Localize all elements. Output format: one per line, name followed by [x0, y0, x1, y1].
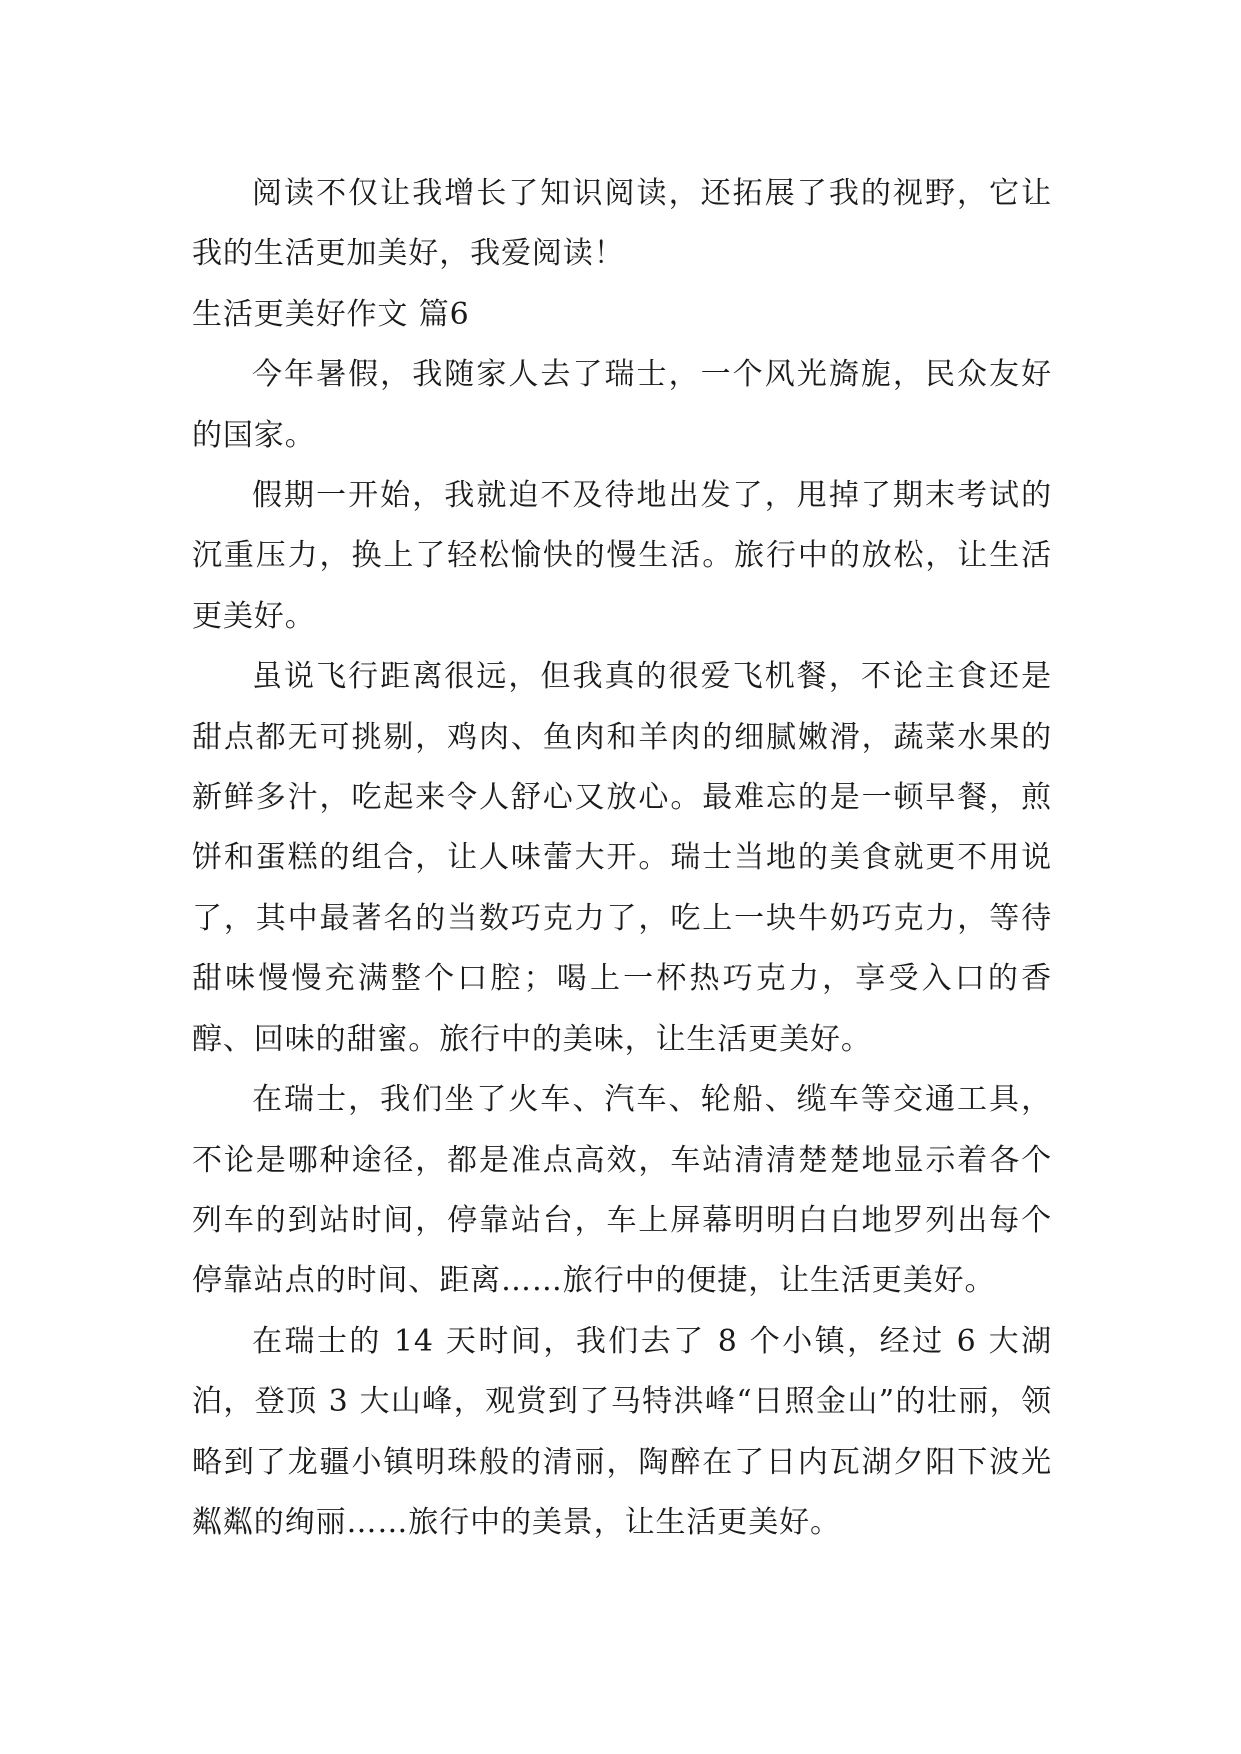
- paragraph-scenery: 在瑞士的 14 天时间，我们去了 8 个小镇，经过 6 大湖泊，登顶 3 大山峰，观赏到了马特洪峰“日照金山”的壮丽，领略到了龙疆小镇明珠般的清丽，陶醉在了日内瓦湖夕阳下波光粼粼的绚丽……旅行中的美景，让生活更美好。: [192, 1323, 1052, 1540]
- document-body: [192, 164, 1052, 1553]
- paragraph-reading-conclusion: 阅读不仅让我增长了知识阅读，还拓展了我的视野，它让我的生活更加美好，我爱阅读！: [192, 176, 1052, 272]
- paragraph-food: 虽说飞行距离很远，但我真的很爱飞机餐，不论主食还是甜点都无可挑剔，鸡肉、鱼肉和羊肉的细腻嫩滑，蔬菜水果的新鲜多汁，吃起来令人舒心又放心。最难忘的是一顿早餐，煎饼和蛋糕的组合，让人味蕾大开。瑞士当地的美食就更不用说了，其中最著名的当数巧克力了，吃上一块牛奶巧克力，等待甜味慢慢充满整个口腔；喝上一杯热巧克力，享受入口的香醇、回味的甜蜜。旅行中的美味，让生活更美好。: [192, 659, 1052, 1057]
- paragraph-transport: 在瑞士，我们坐了火车、汽车、轮船、缆车等交通工具，不论是哪种途径，都是准点高效，车站清清楚楚地显示着各个列车的到站时间，停靠站台，车上屏幕明明白白地罗列出每个停靠站点的时间、距离……旅行中的便捷，让生活更美好。: [192, 1082, 1052, 1299]
- essay-heading: 生活更美好作文 篇6: [192, 296, 470, 332]
- paragraph-intro: 今年暑假，我随家人去了瑞士，一个风光旖旎，民众友好的国家。: [192, 357, 1052, 453]
- paragraph-relaxation: 假期一开始，我就迫不及待地出发了，甩掉了期末考试的沉重压力，换上了轻松愉快的慢生活。旅行中的放松，让生活更美好。: [192, 478, 1052, 634]
